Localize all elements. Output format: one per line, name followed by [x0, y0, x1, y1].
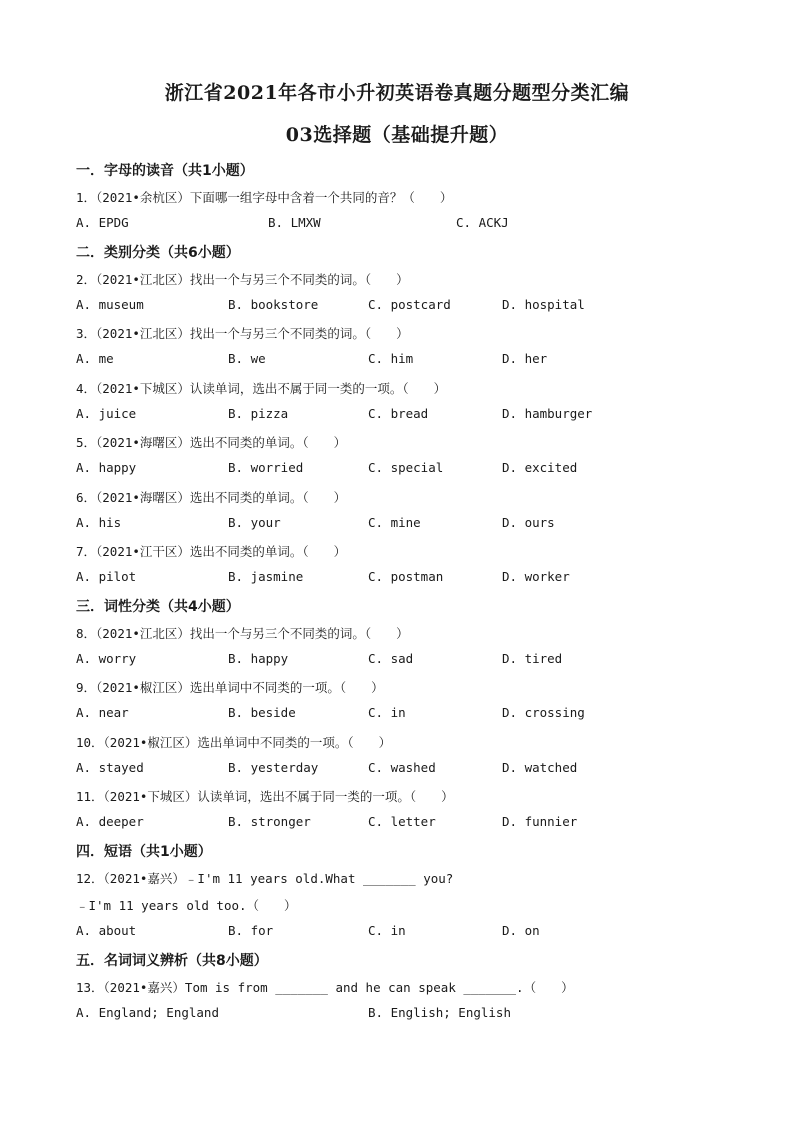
option-c: C. him — [368, 351, 414, 366]
option-c: C. postman — [368, 569, 444, 584]
question-stem: 6．（2021•海曙区）选出不同类的单词。（ ） — [76, 490, 347, 505]
option-a: A. juice — [76, 406, 137, 421]
option-b: B. jasmine — [228, 569, 304, 584]
option-d: D. hamburger — [502, 406, 593, 421]
option-c: C. letter — [368, 814, 436, 829]
option-c: C. sad — [368, 651, 414, 666]
option-b: B. English; English — [368, 1005, 511, 1020]
option-b: B. yesterday — [228, 760, 319, 775]
option-c: C. postcard — [368, 297, 451, 312]
option-a: A. deeper — [76, 814, 144, 829]
question-stem: 13．（2021•嘉兴）Tom is from _______ and he can speak _______.（ ） — [76, 980, 574, 995]
option-c: C. in — [368, 923, 406, 938]
option-b: B. bookstore — [228, 297, 319, 312]
question-stem: 9．（2021•椒江区）选出单词中不同类的一项。（ ） — [76, 680, 384, 695]
option-a: A. EPDG — [76, 215, 129, 230]
option-d: D. crossing — [502, 705, 585, 720]
option-c: C. bread — [368, 406, 429, 421]
option-d: D. hospital — [502, 297, 585, 312]
question-stem: 5．（2021•海曙区）选出不同类的单词。（ ） — [76, 435, 347, 450]
section-heading: 二．类别分类（共6小题） — [76, 245, 240, 261]
option-b: B. for — [228, 923, 274, 938]
question-stem-continued: ﹣I'm 11 years old too.（ ） — [76, 898, 297, 913]
option-a: A. pilot — [76, 569, 137, 584]
option-a: A. worry — [76, 651, 137, 666]
option-d: D. excited — [502, 460, 578, 475]
option-d: D. funnier — [502, 814, 578, 829]
option-a: A. England; England — [76, 1005, 219, 1020]
option-a: A. near — [76, 705, 129, 720]
document-subtitle: 03选择题（基础提升题） — [285, 124, 509, 146]
document-title: 浙江省2021年各市小升初英语卷真题分题型分类汇编 — [164, 82, 630, 104]
option-a: A. his — [76, 515, 122, 530]
section-heading: 四．短语（共1小题） — [76, 844, 212, 860]
option-b: B. stronger — [228, 814, 311, 829]
option-b: B. beside — [228, 705, 296, 720]
question-stem: 11．（2021•下城区）认读单词，选出不属于同一类的一项。（ ） — [76, 789, 454, 804]
option-a: A. me — [76, 351, 114, 366]
option-c: C. in — [368, 705, 406, 720]
option-d: D. on — [502, 923, 540, 938]
option-c: C. ACKJ — [456, 215, 509, 230]
option-d: D. watched — [502, 760, 578, 775]
option-b: B. your — [228, 515, 281, 530]
question-stem: 1．（2021•余杭区）下面哪一组字母中含着一个共同的音？（ ） — [76, 190, 453, 205]
option-b: B. we — [228, 351, 266, 366]
option-c: C. special — [368, 460, 444, 475]
option-c: C. washed — [368, 760, 436, 775]
section-heading: 一．字母的读音（共1小题） — [76, 163, 254, 179]
section-heading: 五．名词词义辨析（共8小题） — [76, 953, 268, 969]
question-stem: 3．（2021•江北区）找出一个与另三个不同类的词。（ ） — [76, 326, 409, 341]
option-b: B. pizza — [228, 406, 289, 421]
question-stem: 4．（2021•下城区）认读单词，选出不属于同一类的一项。（ ） — [76, 381, 447, 396]
option-a: A. happy — [76, 460, 137, 475]
option-b: B. LMXW — [268, 215, 321, 230]
option-d: D. worker — [502, 569, 570, 584]
option-d: D. her — [502, 351, 548, 366]
option-d: D. tired — [502, 651, 563, 666]
section-heading: 三．词性分类（共4小题） — [76, 599, 240, 615]
option-b: B. worried — [228, 460, 304, 475]
option-b: B. happy — [228, 651, 289, 666]
question-stem: 2．（2021•江北区）找出一个与另三个不同类的词。（ ） — [76, 272, 409, 287]
option-a: A. museum — [76, 297, 144, 312]
option-c: C. mine — [368, 515, 421, 530]
question-stem: 7．（2021•江干区）选出不同类的单词。（ ） — [76, 544, 347, 559]
option-a: A. stayed — [76, 760, 144, 775]
question-stem: 10．（2021•椒江区）选出单词中不同类的一项。（ ） — [76, 735, 392, 750]
question-stem: 8．（2021•江北区）找出一个与另三个不同类的词。（ ） — [76, 626, 409, 641]
option-d: D. ours — [502, 515, 555, 530]
option-a: A. about — [76, 923, 137, 938]
question-stem: 12．（2021•嘉兴）﹣I'm 11 years old.What _______ you? — [76, 871, 454, 886]
